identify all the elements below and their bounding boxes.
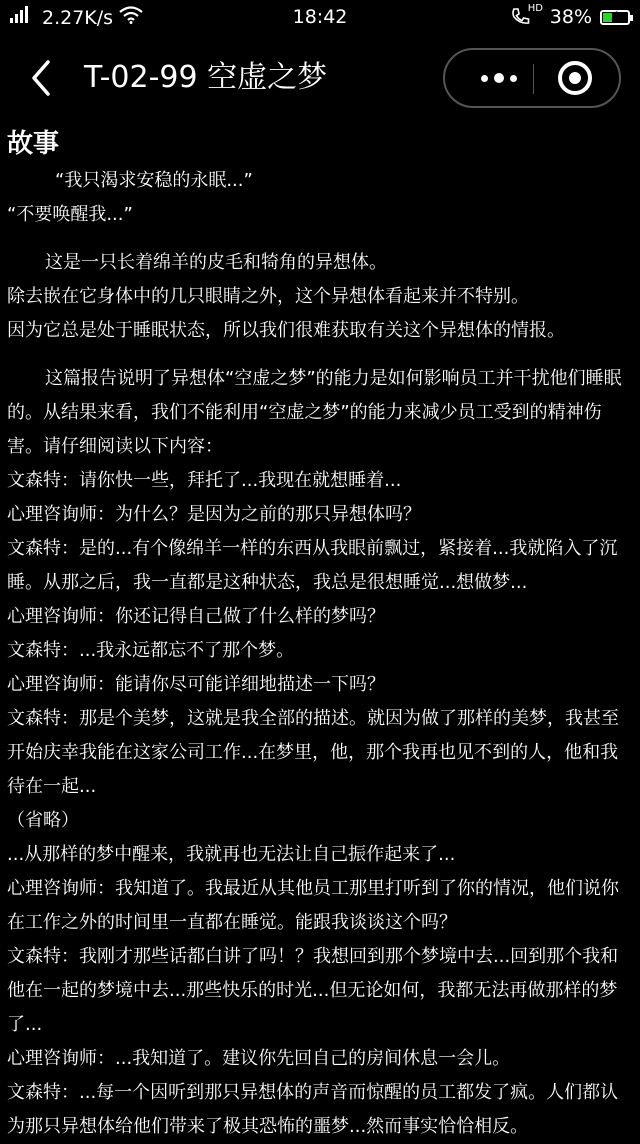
section-heading: 故事 [7, 129, 60, 159]
network-speed: 2.27K/s [42, 6, 114, 29]
more-dots-icon [510, 75, 517, 82]
more-dots-icon [494, 73, 504, 83]
more-dots-icon [481, 75, 488, 82]
more-button[interactable] [469, 50, 529, 106]
dialogue-line: 文森特：...我永远都忘不了那个梦。 [7, 640, 295, 661]
capsule-divider [533, 64, 534, 94]
paragraph-line: 这是一只长着绵羊的皮毛和犄角的异想体。 [45, 252, 387, 273]
dialogue-line: 文森特：请你快一些，拜托了...我现在就想睡着... [7, 470, 402, 491]
dialogue-line: 文森特：那是个美梦，这就是我全部的描述。就因为做了那样的美梦，我甚至开始庆幸我能在这家公司工作...在梦里，他，那个我再也见不到的人，他和我待在一起... [7, 708, 619, 797]
status-right [510, 3, 630, 28]
battery-percent: 38% [549, 6, 592, 28]
dialogue-line: 文森特：...每一个因听到那只异想体的声音而惊醒的员工都发了疯。人们都认为那只异想体给他们带来了极其恐怖的噩梦...然而事实恰恰相反。 [7, 1082, 619, 1137]
dialogue-line: 文森特：我刚才那些话都白讲了吗！？我想回到那个梦境中去...回到那个我和他在一起的梦境中去...那些快乐的时光...但无论如何，我都无法再做那样的梦了... [7, 946, 619, 1035]
dialogue-line: 文森特：是的...有个像绵羊一样的东西从我眼前飘过，紧接着...我就陷入了沉睡。从那之后，我一直都是这种状态，我总是很想睡觉...想做梦... [7, 538, 618, 593]
charging-bolt-icon: ⚡ [610, 8, 620, 24]
hd-label: HD [527, 3, 543, 14]
battery-icon [600, 10, 630, 25]
story-content [7, 124, 635, 1144]
mini-program-capsule [443, 48, 621, 108]
dialogue-line: 心理咨询师：我知道了。我最近从其他员工那里打听到了你的情况，他们说你在工作之外的时间里一直都在睡觉。能跟我谈谈这个吗？ [7, 878, 619, 933]
quote-line: “我只渴求安稳的永眠...” [55, 170, 253, 191]
page-title: T-02-99 空虚之梦 [84, 60, 328, 95]
close-button[interactable] [557, 60, 593, 96]
dialogue-line: 心理咨询师：能请你尽可能详细地描述一下吗？ [7, 674, 385, 695]
dialogue-line: 心理咨询师：你还记得自己做了什么样的梦吗？ [7, 606, 385, 627]
paragraph: 这篇报告说明了异想体“空虚之梦”的能力是如何影响员工并干扰他们睡眠的。从结果来看，我们不能利用“空虚之梦”的能力来减少员工受到的精神伤害。请仔细阅读以下内容： [7, 368, 622, 457]
paragraph-line: 因为它总是处于睡眠状态，所以我们很难获取有关这个异想体的情报。 [7, 320, 565, 341]
quote-line: “不要唤醒我...” [7, 204, 133, 225]
back-chevron-icon [22, 58, 62, 98]
status-bar [0, 0, 640, 34]
dialogue-line: 心理咨询师：...我知道了。建议你先回自己的房间休息一会儿。 [7, 1048, 511, 1069]
call-icon [510, 3, 543, 27]
back-button[interactable] [22, 58, 62, 98]
nav-bar [0, 44, 640, 114]
dialogue-line: （省略） [7, 810, 79, 831]
dialogue-line: ...从那样的梦中醒来，我就再也无法让自己振作起来了... [7, 844, 456, 865]
dialogue-line: 心理咨询师：为什么？是因为之前的那只异想体吗？ [7, 504, 421, 525]
close-circle-icon [557, 60, 593, 96]
paragraph-line: 除去嵌在它身体中的几只眼睛之外，这个异想体看起来并不特别。 [7, 286, 529, 307]
status-time: 18:42 [292, 6, 348, 28]
